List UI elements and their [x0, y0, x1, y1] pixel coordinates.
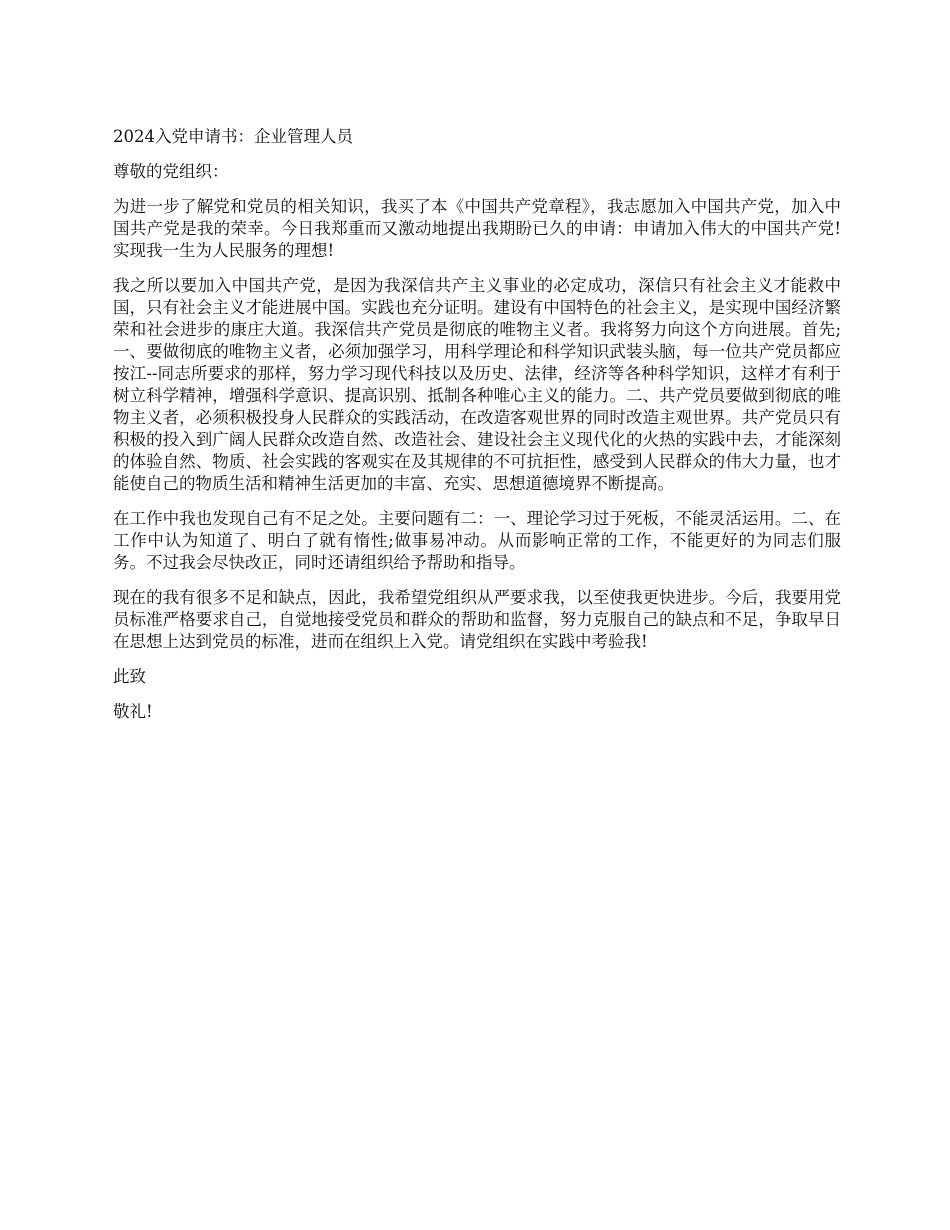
closing-line-1: 此致 [113, 667, 146, 686]
paragraph-commitment: 现在的我有很多不足和缺点，因此，我希望党组织从严要求我，以至使我更快进步。今后，我要用党员标准严格要求自己，自觉地接受党员和群众的帮助和监督，努力克服自己的缺点和不足，争取早日在思想上达到党员的标准，进而在组织上入党。请党组织在实践中考验我! [113, 588, 841, 651]
document-page [113, 126, 841, 736]
salutation: 尊敬的党组织： [113, 162, 229, 181]
document-title: 2024入党申请书：企业管理人员 [113, 127, 353, 146]
paragraph-shortcomings: 在工作中我也发现自己有不足之处。主要问题有二：一、理论学习过于死板，不能灵活运用。二、在工作中认为知道了、明白了就有惰性;做事易冲动。从而影响正常的工作，不能更好的为同志们服务。不过我会尽快改正，同时还请组织给予帮助和指导。 [113, 509, 841, 572]
paragraph-intro: 为进一步了解党和党员的相关知识，我买了本《中国共产党章程》，我志愿加入中国共产党，加入中国共产党是我的荣幸。今日我郑重而又激动地提出我期盼已久的申请：申请加入伟大的中国共产党!实现我一生为人民服务的理想! [113, 197, 841, 260]
closing-line-2: 敬礼! [113, 702, 153, 721]
paragraph-reasons: 我之所以要加入中国共产党，是因为我深信共产主义事业的必定成功，深信只有社会主义才能救中国，只有社会主义才能进展中国。实践也充分证明。建设有中国特色的社会主义，是实现中国经济繁荣和社会进步的康庄大道。我深信共产党员是彻底的唯物主义者。我将努力向这个方向进展。首先;一、要做彻底的唯物主义者，必须加强学习，用科学理论和科学知识武装头脑，每一位共产党员都应按江--同志所要求的那样，努力学习现代科技以及历史、法律，经济等各种科学知识，这样才有利于树立科学精神，增强科学意识、提高识别、抵制各种唯心主义的能力。二、共产党员要做到彻底的唯物主义者，必须积极投身人民群众的实践活动，在改造客观世界的同时改造主观世界。共产党员只有积极的投入到广阔人民群众改造自然、改造社会、建设社会主义现代化的火热的实践中去，才能深刻的体验自然、物质、社会实践的客观实在及其规律的不可抗拒性，感受到人民群众的伟大力量，也才能使自己的物质生活和精神生活更加的丰富、充实、思想道德境界不断提高。 [113, 276, 841, 493]
